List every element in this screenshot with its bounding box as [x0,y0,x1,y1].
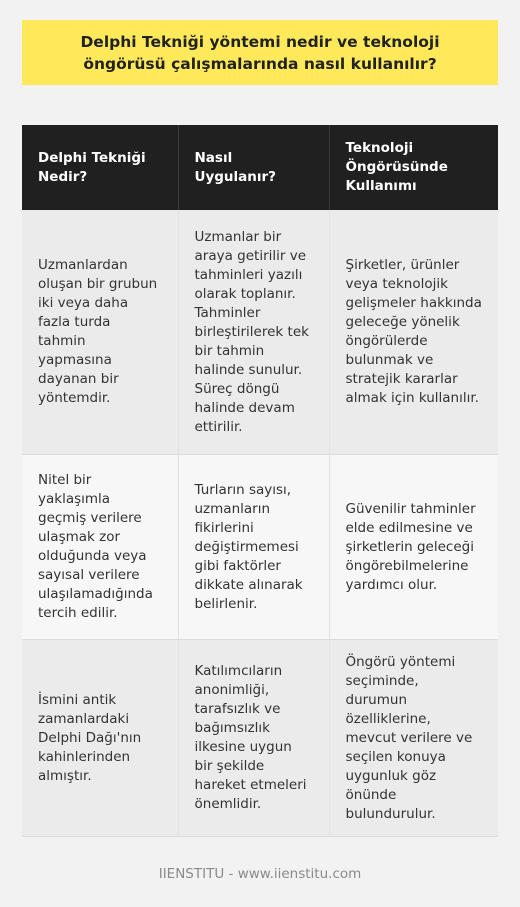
column-header: Delphi Tekniği Nedir? [22,125,178,210]
title-banner [22,20,498,85]
column-header: Nasıl Uygulanır? [178,125,329,210]
table-row [22,210,498,455]
table-cell: Katılımcıların anonimliği, tarafsızlık ve bağımsızlık ilkesine uygun bir şekilde hareket etmeleri önemlidir. [178,640,329,837]
table-cell: Öngörü yöntemi seçiminde, durumun özelliklerine, mevcut verilere ve seçilen konuya uygunluk göz önünde bulundurulur. [329,640,498,837]
footer-credit: IIENSTITU - www.iienstitu.com [158,866,362,882]
table-cell: İsmini antik zamanlardaki Delphi Dağı'nın kahinlerinden almıştır. [22,640,178,837]
table-cell: Şirketler, ürünler veya teknolojik gelişmeler hakkında geleceğe yönelik öngörülerde bulunmak ve stratejik kararlar almak için kullanılır. [329,210,498,455]
table-row [22,455,498,640]
comparison-table [22,125,498,837]
column-header: Teknoloji Öngörüsünde Kullanımı [329,125,498,210]
page-title: Delphi Tekniği yöntemi nedir ve teknoloji öngörüsü çalışmalarında nasıl kullanılır? [80,32,440,73]
table-cell: Nitel bir yaklaşımla geçmiş verilere ulaşmak zor olduğunda veya sayısal verilere ulaşılamadığında tercih edilir. [22,455,178,640]
table-cell: Turların sayısı, uzmanların fikirlerini değiştirmemesi gibi faktörler dikkate alınarak belirlenir. [178,455,329,640]
table-cell: Uzmanlar bir araya getirilir ve tahminleri yazılı olarak toplanır. Tahminler birleştirilerek tek bir tahmin halinde sunulur. Süreç döngü halinde devam ettirilir. [178,210,329,455]
table-row [22,640,498,837]
table-cell: Uzmanlardan oluşan bir grubun iki veya daha fazla turda tahmin yapmasına dayanan bir yöntemdir. [22,210,178,455]
table-cell: Güvenilir tahminler elde edilmesine ve şirketlerin geleceği öngörebilmelerine yardımcı olur. [329,455,498,640]
table-header-row [22,125,498,210]
